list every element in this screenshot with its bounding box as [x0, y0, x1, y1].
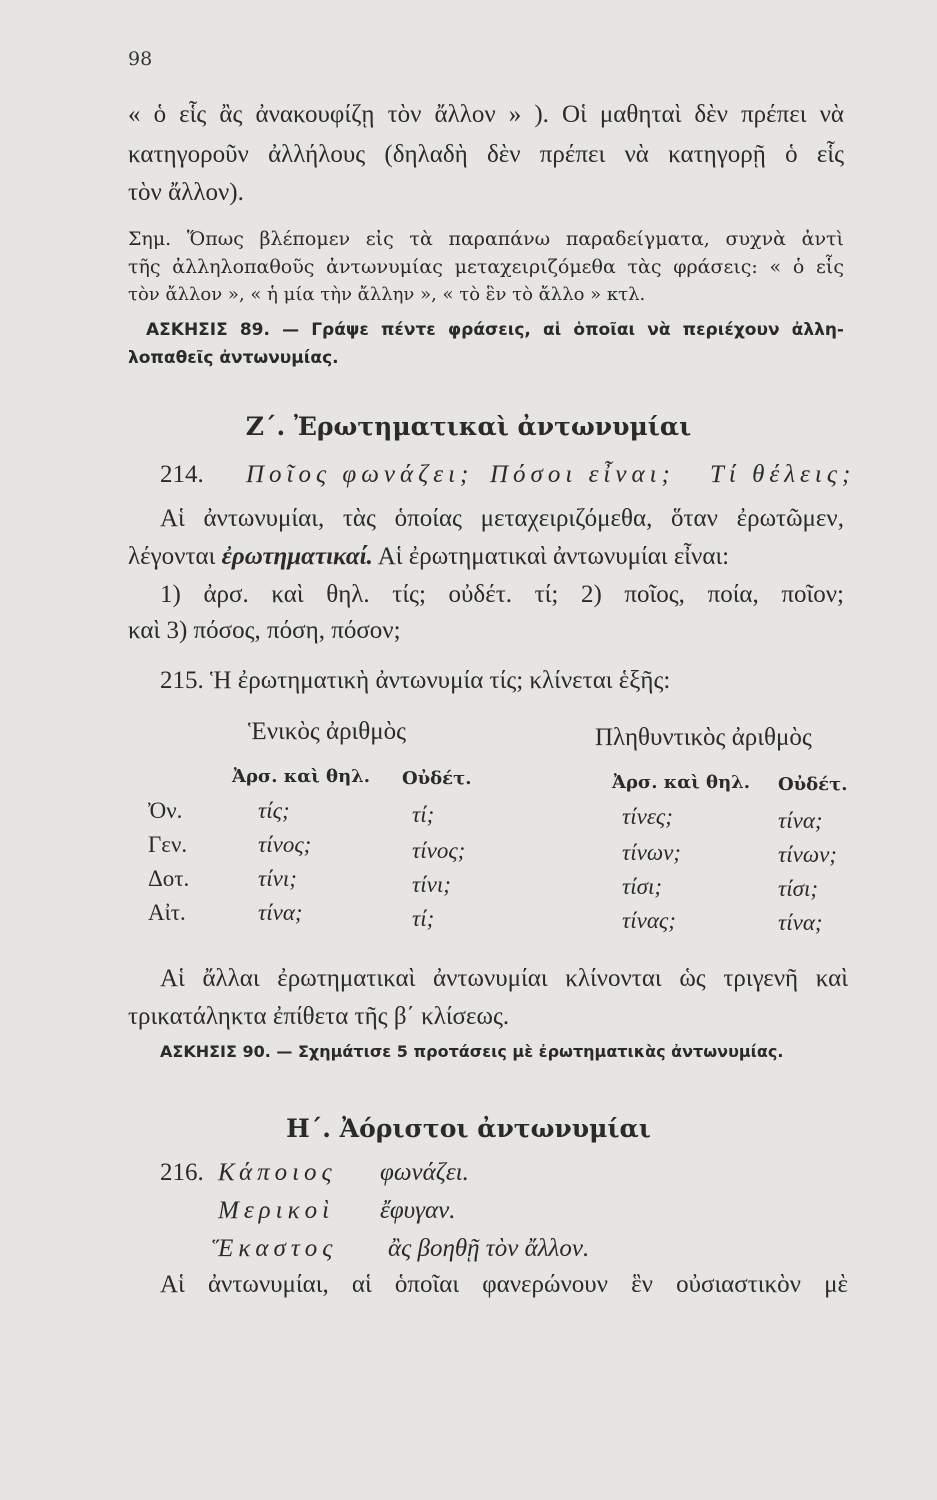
s214-example-1: Ποῖος φωνάζει;: [246, 461, 474, 488]
singular-header: Ἑνικὸς ἀριθμὸς: [248, 718, 407, 745]
s214-number: 214.: [160, 461, 204, 488]
s216-number: 216.: [160, 1159, 204, 1186]
exercise-89-line1: ΑΣΚΗΣΙΣ 89. — Γράψε πέντε φράσεις, αἱ ὁποῖαι νὰ περιέχουν ἀλλη-: [146, 320, 844, 340]
section-heading-h: Η΄. Ἀόριστοι ἀντωνυμίαι: [286, 1114, 651, 1143]
s216-example-3a: Ἕκαστος: [212, 1235, 338, 1262]
s215-after-line2: τρικατάληκτα ἐπίθετα τῆς β΄ κλίσεως.: [128, 1003, 510, 1030]
s214-line3-a: λέγονται: [128, 543, 216, 570]
s214-example-3: Τί θέλεις;: [710, 461, 856, 488]
s216-example-2a: Μερικοὶ: [218, 1197, 335, 1224]
case-label: Γεν.: [148, 832, 188, 857]
s215-after-line1: Αἱ ἄλλαι ἐρωτηματικαὶ ἀντωνυμίαι κλίνονται ὡς τριγενῆ καὶ: [160, 965, 848, 992]
table-cell: τίσι;: [622, 874, 663, 899]
table-cell: τίνων;: [778, 842, 837, 867]
table-cell: τί;: [412, 802, 435, 827]
note-line2: τῆς ἀλληλοπαθοῦς ἀντωνυμίας μεταχειριζόμεθα τὰς φράσεις: « ὁ εἷς: [128, 256, 844, 278]
s214-example-2: Πόσοι εἶναι;: [490, 461, 675, 488]
exercise-89-line2: λοπαθεῖς ἀντωνυμίας.: [128, 348, 339, 368]
s214-line3-c: Αἱ ἐρωτηματικαὶ ἀντωνυμίαι εἶναι:: [377, 543, 730, 570]
plur-col-n: Οὐδέτ.: [778, 774, 848, 795]
plur-col-mf: Ἀρσ. καὶ θηλ.: [612, 772, 751, 793]
s214-line3: [128, 544, 729, 569]
sing-col-n: Οὐδέτ.: [402, 768, 472, 789]
plural-header: Πληθυντικὸς ἀριθμὸς: [595, 724, 812, 751]
s216-example-3b: ἂς βοηθῇ τὸν ἄλλον.: [388, 1235, 590, 1262]
s216-example-1a: Κάποιος: [218, 1159, 337, 1186]
s214-line5: καὶ 3) πόσος, πόση, πόσον;: [128, 617, 401, 644]
table-cell: τίνας;: [622, 908, 676, 933]
s215-intro: 215. Ἡ ἐρωτηματικὴ ἀντωνυμία τίς; κλίνεται ἑξῆς:: [160, 667, 671, 694]
note-line3: τὸν ἄλλον », « ἡ μία τὴν ἄλλην », « τὸ ἓν τὸ ἄλλο » κτλ.: [128, 284, 646, 305]
table-cell: τίνι;: [258, 866, 297, 891]
case-label: Αἰτ.: [148, 900, 186, 925]
table-cell: τίσι;: [778, 876, 819, 901]
case-label: Δοτ.: [148, 866, 190, 891]
s216-example-2b: ἔφυγαν.: [380, 1197, 456, 1224]
table-cell: τίνα;: [778, 808, 823, 833]
table-cell: τίνα;: [258, 900, 303, 925]
table-cell: τί;: [412, 906, 435, 931]
table-cell: τίνα;: [778, 910, 823, 935]
sing-col-mf: Ἀρσ. καὶ θηλ.: [232, 766, 371, 787]
s214-line4: 1) ἀρσ. καὶ θηλ. τίς; οὐδέτ. τί; 2) ποῖος, ποία, ποῖον;: [160, 581, 844, 608]
note-line1: Σημ. Ὅπως βλέπομεν εἰς τὰ παραπάνω παραδείγματα, συχνὰ ἀντὶ: [128, 228, 844, 250]
section-heading-z: Ζ΄. Ἐρωτηματικαὶ ἀντωνυμίαι: [245, 412, 692, 441]
para1-line3: τὸν ἄλλον).: [128, 179, 244, 206]
para1-line1: « ὁ εἷς ἂς ἀνακουφίζῃ τὸν ἄλλον » ). Οἱ μαθηταὶ δὲν πρέπει νὰ: [128, 101, 844, 128]
s214-line2: Αἱ ἀντωνυμίαι, τὰς ὁποίας μεταχειριζόμεθα, ὅταν ἐρωτῶμεν,: [160, 505, 844, 532]
case-label: Ὀν.: [148, 798, 183, 823]
table-cell: τίνες;: [622, 804, 673, 829]
s214-term: ἐρωτηματικαί.: [221, 543, 373, 570]
table-cell: τίνος;: [258, 832, 312, 857]
para1-line2: κατηγοροῦν ἀλλήλους (δηλαδὴ δὲν πρέπει νὰ κατηγορῇ ὁ εἷς: [128, 141, 844, 168]
table-cell: τίνι;: [412, 872, 451, 897]
s216-example-1b: φωνάζει.: [380, 1159, 469, 1186]
table-cell: τίς;: [258, 798, 290, 823]
page-number: 98: [128, 48, 153, 70]
exercise-90: ΑΣΚΗΣΙΣ 90. — Σχημάτισε 5 προτάσεις μὲ ἐρωτηματικὰς ἀντωνυμίας.: [160, 1042, 784, 1061]
s216-last-line: Αἱ ἀντωνυμίαι, αἱ ὁποῖαι φανερώνουν ἓν οὐσιαστικὸν μὲ: [160, 1271, 848, 1298]
table-cell: τίνος;: [412, 838, 466, 863]
table-cell: τίνων;: [622, 840, 681, 865]
